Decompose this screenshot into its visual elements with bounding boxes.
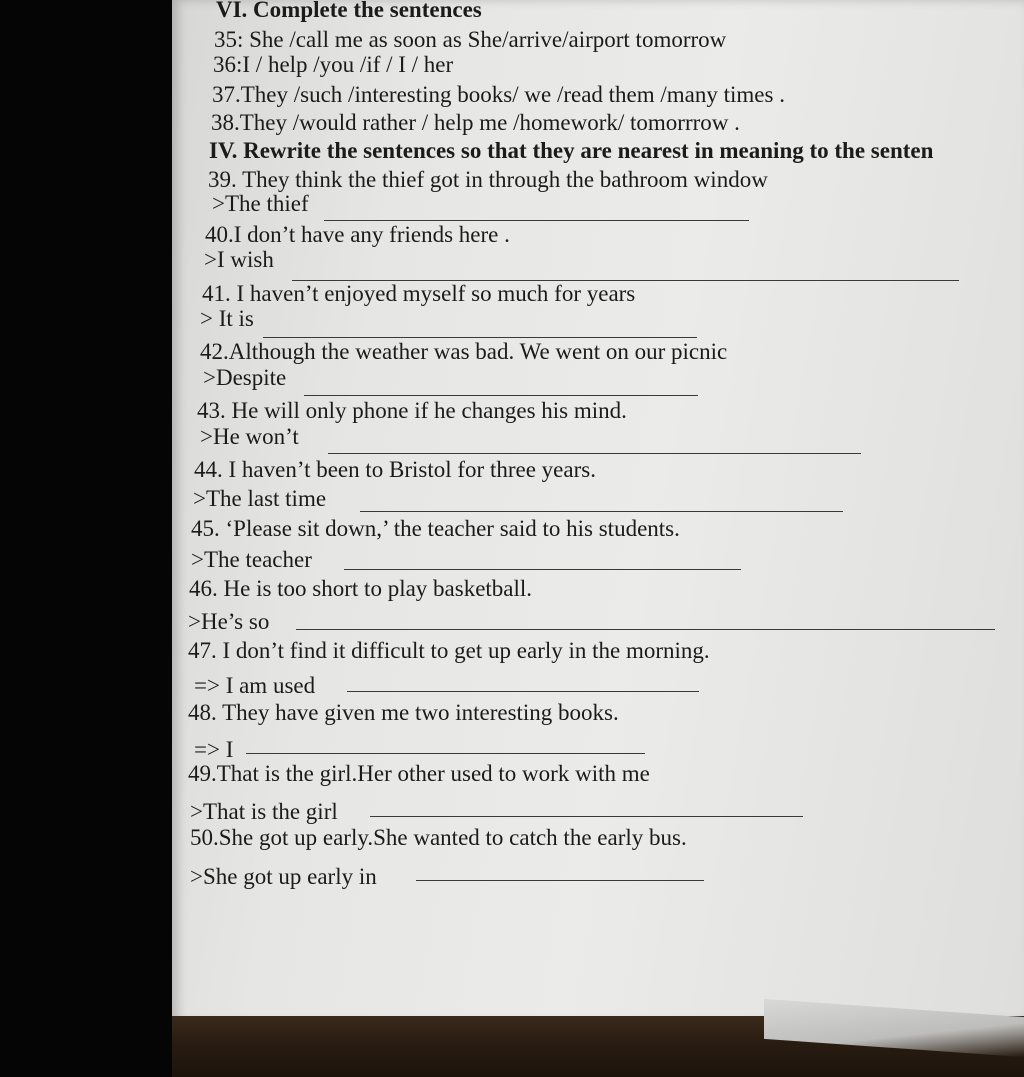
question-40: 40.I don’t have any friends here . [205, 222, 510, 247]
question-42: 42.Although the weather was bad. We went on our picnic [200, 339, 728, 364]
question-39: 39. They think the thief got in through the bathroom window [208, 167, 768, 192]
answer-start-44: >The last time [193, 486, 327, 511]
answer-start-42: >Despite [203, 365, 287, 390]
question-41: 41. I haven’t enjoyed myself so much for years [202, 281, 636, 306]
answer-start-48: => I [194, 737, 234, 762]
answer-blank-44[interactable] [360, 511, 843, 512]
answer-start-39: >The thief [212, 191, 309, 216]
question-35: 35: She /call me as soon as She/arrive/airport tomorrow [214, 27, 727, 52]
answer-start-43: >He won’t [200, 424, 299, 449]
answer-blank-46[interactable] [296, 629, 995, 630]
question-44: 44. I haven’t been to Bristol for three years. [194, 457, 596, 482]
answer-blank-41[interactable] [263, 337, 697, 338]
answer-blank-50[interactable] [416, 880, 704, 881]
answer-start-40: >I wish [204, 247, 274, 272]
answer-blank-48[interactable] [246, 753, 645, 754]
answer-start-49: >That is the girl [190, 799, 338, 824]
question-46: 46. He is too short to play basketball. [189, 576, 533, 601]
answer-start-41: > It is [200, 306, 254, 331]
answer-blank-49[interactable] [370, 816, 803, 817]
question-50: 50.She got up early.She wanted to catch the early bus. [190, 825, 687, 850]
answer-start-50: >She got up early in [190, 864, 377, 889]
answer-blank-45[interactable] [344, 569, 741, 570]
question-38: 38.They /would rather / help me /homework/ tomorrrow . [211, 110, 740, 135]
question-43: 43. He will only phone if he changes his mind. [197, 398, 627, 423]
question-36: 36:I / help /you /if / I / her [213, 52, 454, 77]
answer-start-46: >He’s so [188, 609, 270, 634]
question-48: 48. They have given me two interesting books. [188, 700, 619, 725]
question-37: 37.They /such /interesting books/ we /read them /many times . [212, 82, 785, 107]
answer-start-47: => I am used [194, 673, 316, 698]
question-45: 45. ‘Please sit down,’ the teacher said to his students. [191, 516, 680, 541]
answer-blank-39[interactable] [324, 220, 749, 221]
section-vi-heading: VI. Complete the sentences [216, 0, 482, 22]
question-49: 49.That is the girl.Her other used to work with me [188, 761, 650, 786]
answer-blank-43[interactable] [328, 453, 861, 454]
section-iv-heading: IV. Rewrite the sentences so that they are nearest in meaning to the senten [209, 138, 934, 163]
question-47: 47. I don’t find it difficult to get up early in the morning. [188, 638, 710, 663]
answer-blank-42[interactable] [304, 395, 698, 396]
answer-blank-47[interactable] [347, 691, 699, 692]
answer-start-45: >The teacher [191, 547, 312, 572]
